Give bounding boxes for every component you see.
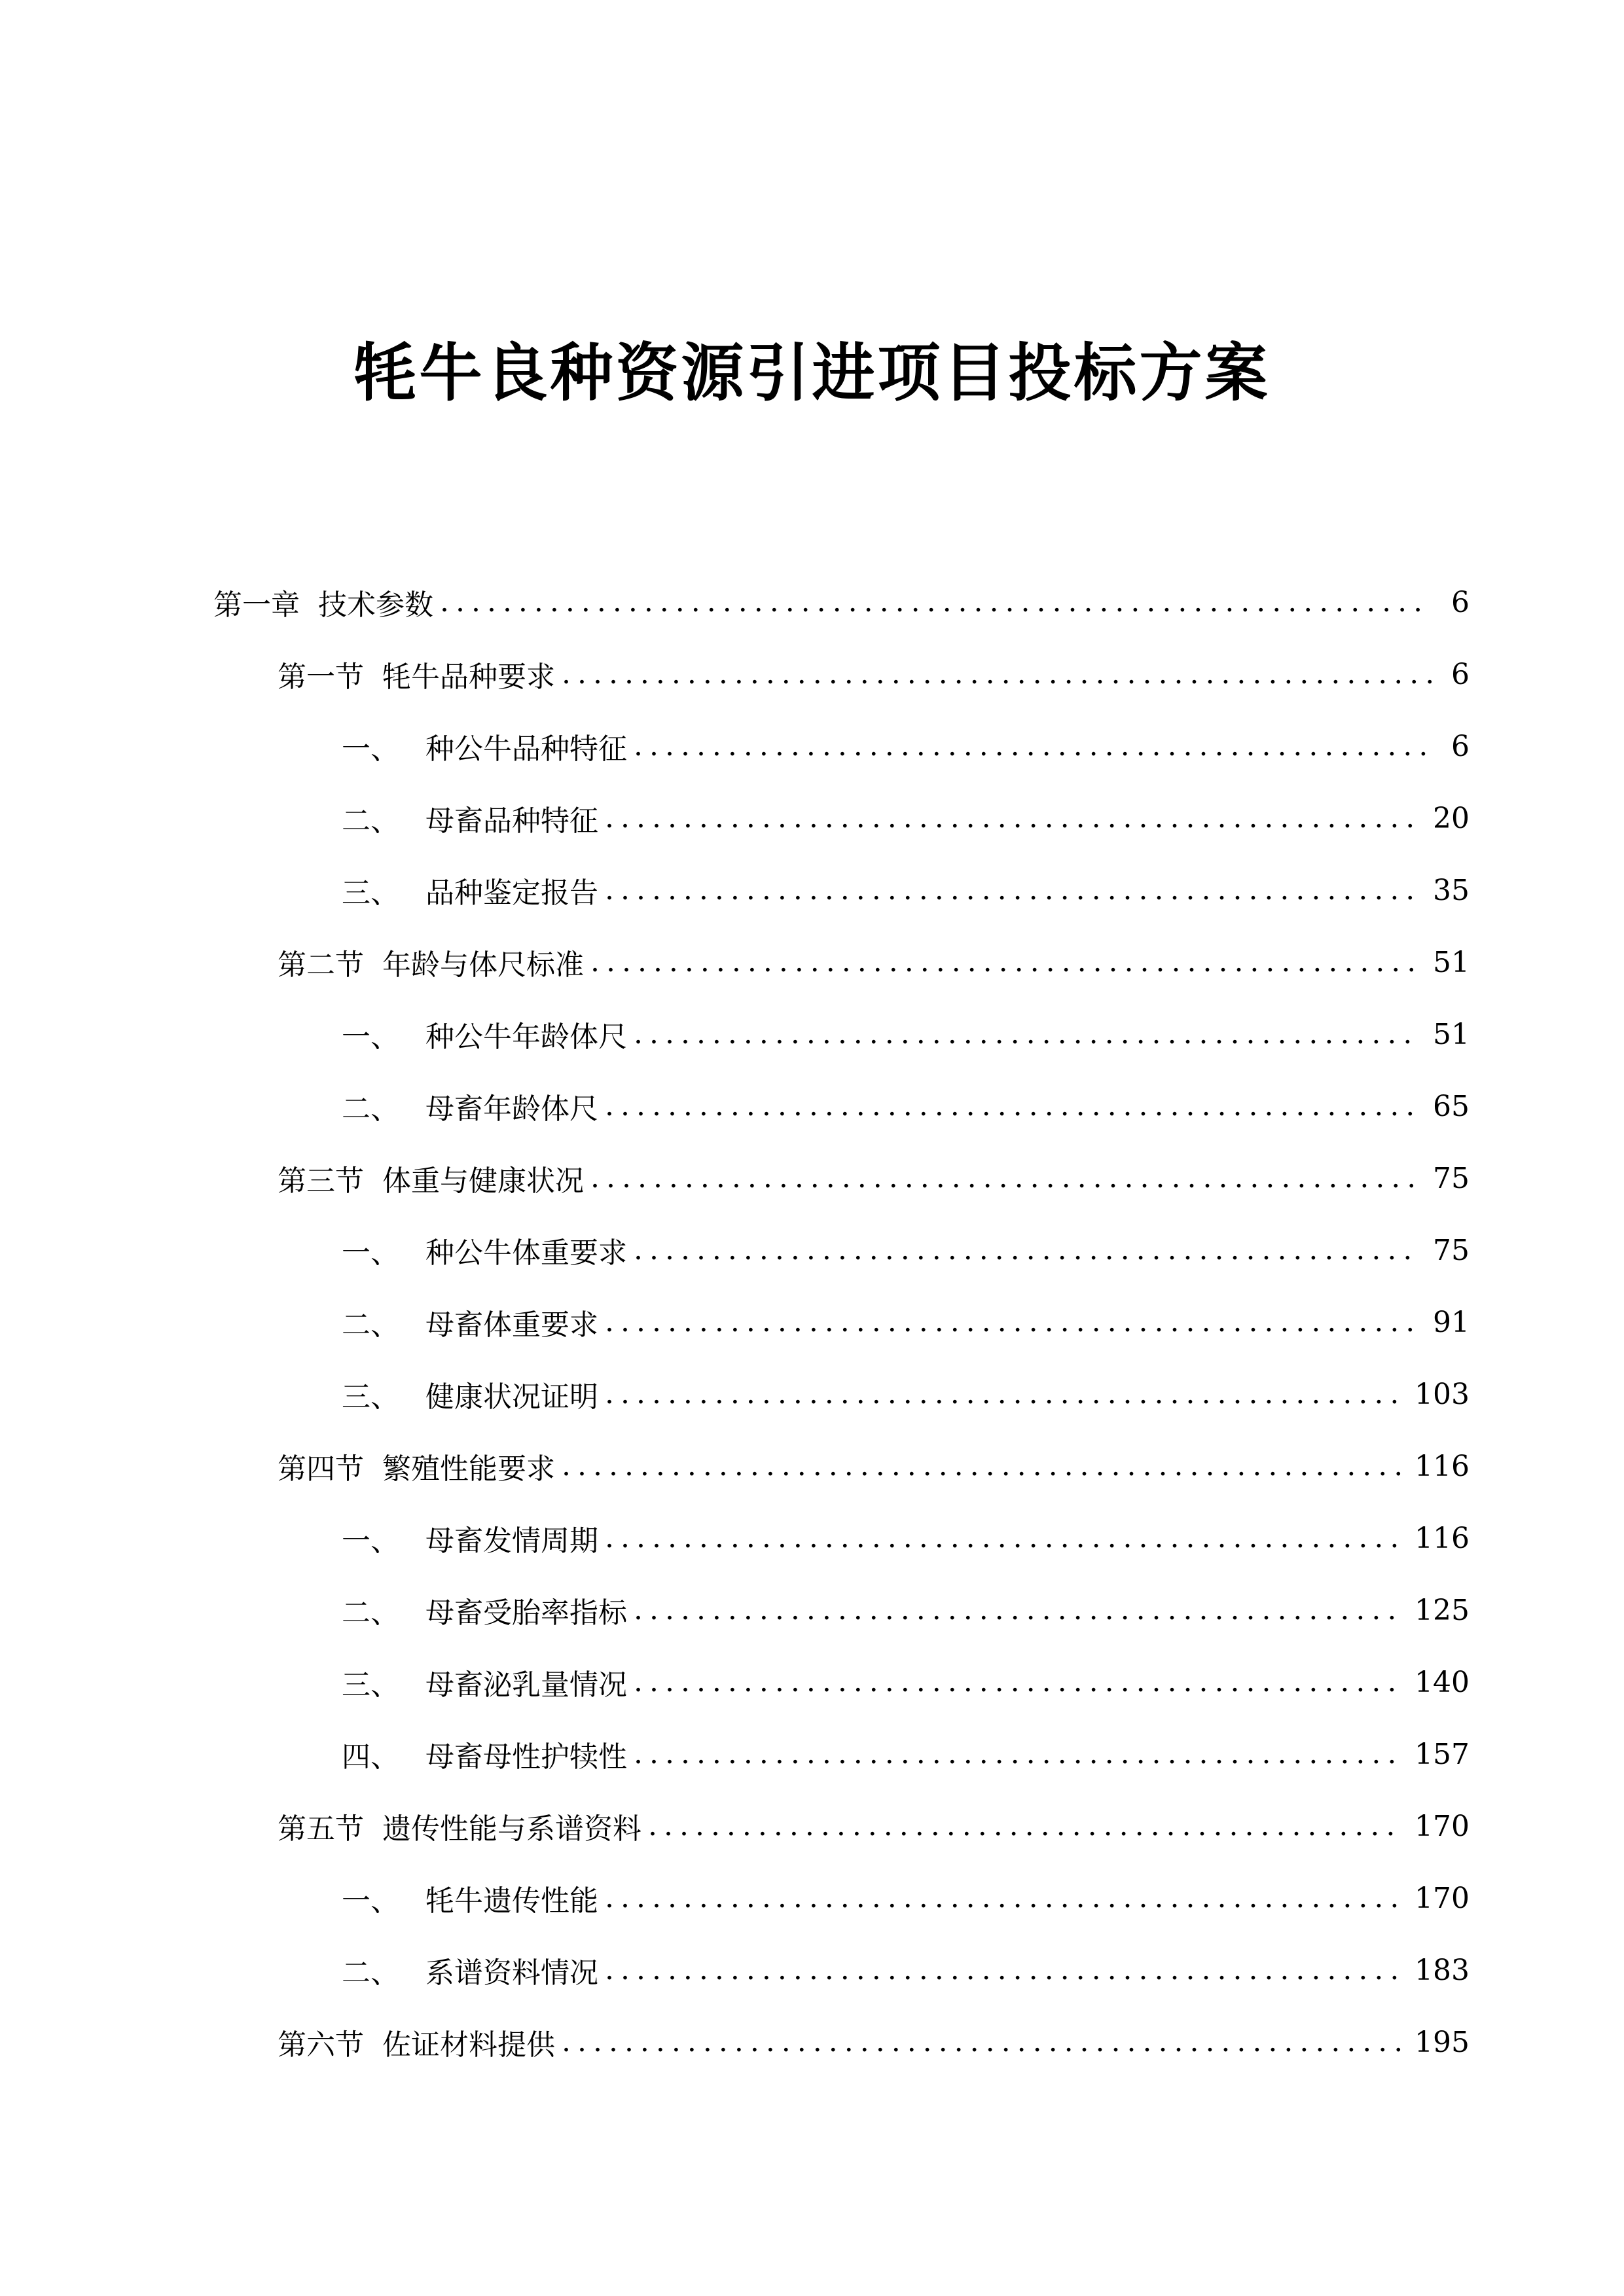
toc-number: 第三节 — [278, 1164, 364, 1198]
toc-page-number: 75 — [1433, 1161, 1470, 1195]
toc-number: 一、 — [342, 1884, 399, 1918]
toc-number: 一、 — [342, 1524, 399, 1558]
toc-entry-item[interactable] — [342, 1224, 1470, 1276]
dot-leader — [605, 1296, 1421, 1348]
toc-entry-section-1[interactable] — [278, 648, 1470, 700]
toc-number: 四、 — [342, 1740, 399, 1774]
toc-entry-item[interactable] — [342, 1368, 1470, 1420]
dot-leader — [634, 1656, 1403, 1708]
dot-leader — [648, 1800, 1403, 1852]
toc-title: 品种鉴定报告 — [425, 876, 598, 910]
toc-entry-item[interactable] — [342, 1944, 1470, 1996]
toc-page-number: 6 — [1451, 585, 1470, 619]
toc-entry-section-4[interactable] — [278, 1440, 1470, 1492]
toc-entry-item[interactable] — [342, 1656, 1470, 1708]
toc-number: 三、 — [342, 1668, 399, 1702]
toc-page-number: 20 — [1433, 801, 1470, 835]
toc-page-number: 170 — [1415, 1809, 1470, 1843]
toc-title: 母畜母性护犊性 — [425, 1740, 627, 1774]
toc-entry-item[interactable] — [342, 1584, 1470, 1636]
toc-entry-section-3[interactable] — [278, 1152, 1470, 1204]
toc-number: 二、 — [342, 1596, 399, 1630]
toc-title: 体重与健康状况 — [382, 1164, 584, 1198]
dot-leader — [590, 1152, 1421, 1204]
dot-leader — [562, 648, 1432, 700]
toc-title: 母畜发情周期 — [425, 1524, 598, 1558]
dot-leader — [440, 576, 1432, 628]
toc-number: 三、 — [342, 1380, 399, 1414]
toc-page-number: 170 — [1415, 1881, 1470, 1915]
toc-page-number: 65 — [1433, 1089, 1470, 1123]
toc-entry-item[interactable] — [342, 1080, 1470, 1132]
dot-leader — [634, 1728, 1403, 1780]
toc-title: 技术参数 — [318, 588, 433, 622]
toc-number: 第一章 — [213, 588, 300, 622]
dot-leader — [605, 1944, 1403, 1996]
toc-number: 一、 — [342, 1236, 399, 1270]
toc-title: 牦牛品种要求 — [382, 660, 555, 694]
toc-title: 母畜泌乳量情况 — [425, 1668, 627, 1702]
toc-page-number: 6 — [1451, 729, 1470, 763]
dot-leader — [605, 864, 1421, 916]
document-title: 牦牛良种资源引进项目投标方案 — [353, 336, 1271, 410]
toc-page-number: 51 — [1433, 1017, 1470, 1051]
toc-entry-item[interactable] — [342, 792, 1470, 844]
toc-number: 第四节 — [278, 1452, 364, 1486]
dot-leader — [634, 1584, 1403, 1636]
toc-title: 佐证材料提供 — [382, 2028, 555, 2062]
toc-title: 繁殖性能要求 — [382, 1452, 555, 1486]
dot-leader — [634, 1224, 1421, 1276]
toc-page-number: 125 — [1415, 1593, 1470, 1627]
dot-leader — [605, 1080, 1421, 1132]
toc-title: 母畜年龄体尺 — [425, 1092, 598, 1126]
toc-title: 年龄与体尺标准 — [382, 948, 584, 982]
toc-number: 三、 — [342, 876, 399, 910]
toc-number: 二、 — [342, 1956, 399, 1990]
toc-title: 种公牛体重要求 — [425, 1236, 627, 1270]
toc-title: 种公牛品种特征 — [425, 732, 627, 766]
toc-title: 母畜品种特征 — [425, 804, 598, 838]
toc-page-number: 51 — [1433, 945, 1470, 979]
dot-leader — [590, 936, 1421, 988]
dot-leader — [605, 1872, 1403, 1924]
toc-title: 遗传性能与系谱资料 — [382, 1812, 641, 1846]
dot-leader — [634, 720, 1432, 772]
dot-leader — [605, 1512, 1403, 1564]
toc-entry-item[interactable] — [342, 1512, 1470, 1564]
toc-page-number: 116 — [1415, 1449, 1470, 1483]
toc-page-number: 103 — [1415, 1377, 1470, 1411]
toc-title: 母畜受胎率指标 — [425, 1596, 627, 1630]
toc-entry-section-5[interactable] — [278, 1800, 1470, 1852]
dot-leader — [605, 792, 1421, 844]
dot-leader — [562, 1440, 1403, 1492]
toc-number: 第六节 — [278, 2028, 364, 2062]
toc-page-number: 75 — [1433, 1233, 1470, 1267]
dot-leader — [562, 2016, 1403, 2068]
toc-page-number: 91 — [1433, 1305, 1470, 1339]
toc-number: 第五节 — [278, 1812, 364, 1846]
dot-leader — [634, 1008, 1421, 1060]
toc-title: 牦牛遗传性能 — [425, 1884, 598, 1918]
toc-title: 健康状况证明 — [425, 1380, 598, 1414]
toc-page-number: 157 — [1415, 1737, 1470, 1771]
toc-page-number: 6 — [1451, 657, 1470, 691]
toc-entry-item[interactable] — [342, 1296, 1470, 1348]
toc-number: 二、 — [342, 1092, 399, 1126]
toc-title: 系谱资料情况 — [425, 1956, 598, 1990]
toc-number: 二、 — [342, 804, 399, 838]
toc-entry-item[interactable] — [342, 1008, 1470, 1060]
toc-entry-chapter-1[interactable] — [213, 576, 1470, 628]
toc-page-number: 183 — [1415, 1953, 1470, 1987]
toc-entry-section-2[interactable] — [278, 936, 1470, 988]
toc-number: 第二节 — [278, 948, 364, 982]
toc-entry-item[interactable] — [342, 1728, 1470, 1780]
toc-title: 母畜体重要求 — [425, 1308, 598, 1342]
toc-entry-item[interactable] — [342, 720, 1470, 772]
toc-number: 一、 — [342, 1020, 399, 1054]
dot-leader — [605, 1368, 1403, 1420]
toc-number: 第一节 — [278, 660, 364, 694]
toc-title: 种公牛年龄体尺 — [425, 1020, 627, 1054]
toc-entry-item[interactable] — [342, 864, 1470, 916]
toc-page-number: 195 — [1415, 2025, 1470, 2059]
toc-number: 二、 — [342, 1308, 399, 1342]
toc-page-number: 140 — [1415, 1665, 1470, 1699]
toc-page-number: 116 — [1415, 1521, 1470, 1555]
toc-number: 一、 — [342, 732, 399, 766]
toc-page-number: 35 — [1433, 873, 1470, 907]
toc-entry-item[interactable] — [342, 1872, 1470, 1924]
toc-entry-section-6[interactable] — [278, 2016, 1470, 2068]
